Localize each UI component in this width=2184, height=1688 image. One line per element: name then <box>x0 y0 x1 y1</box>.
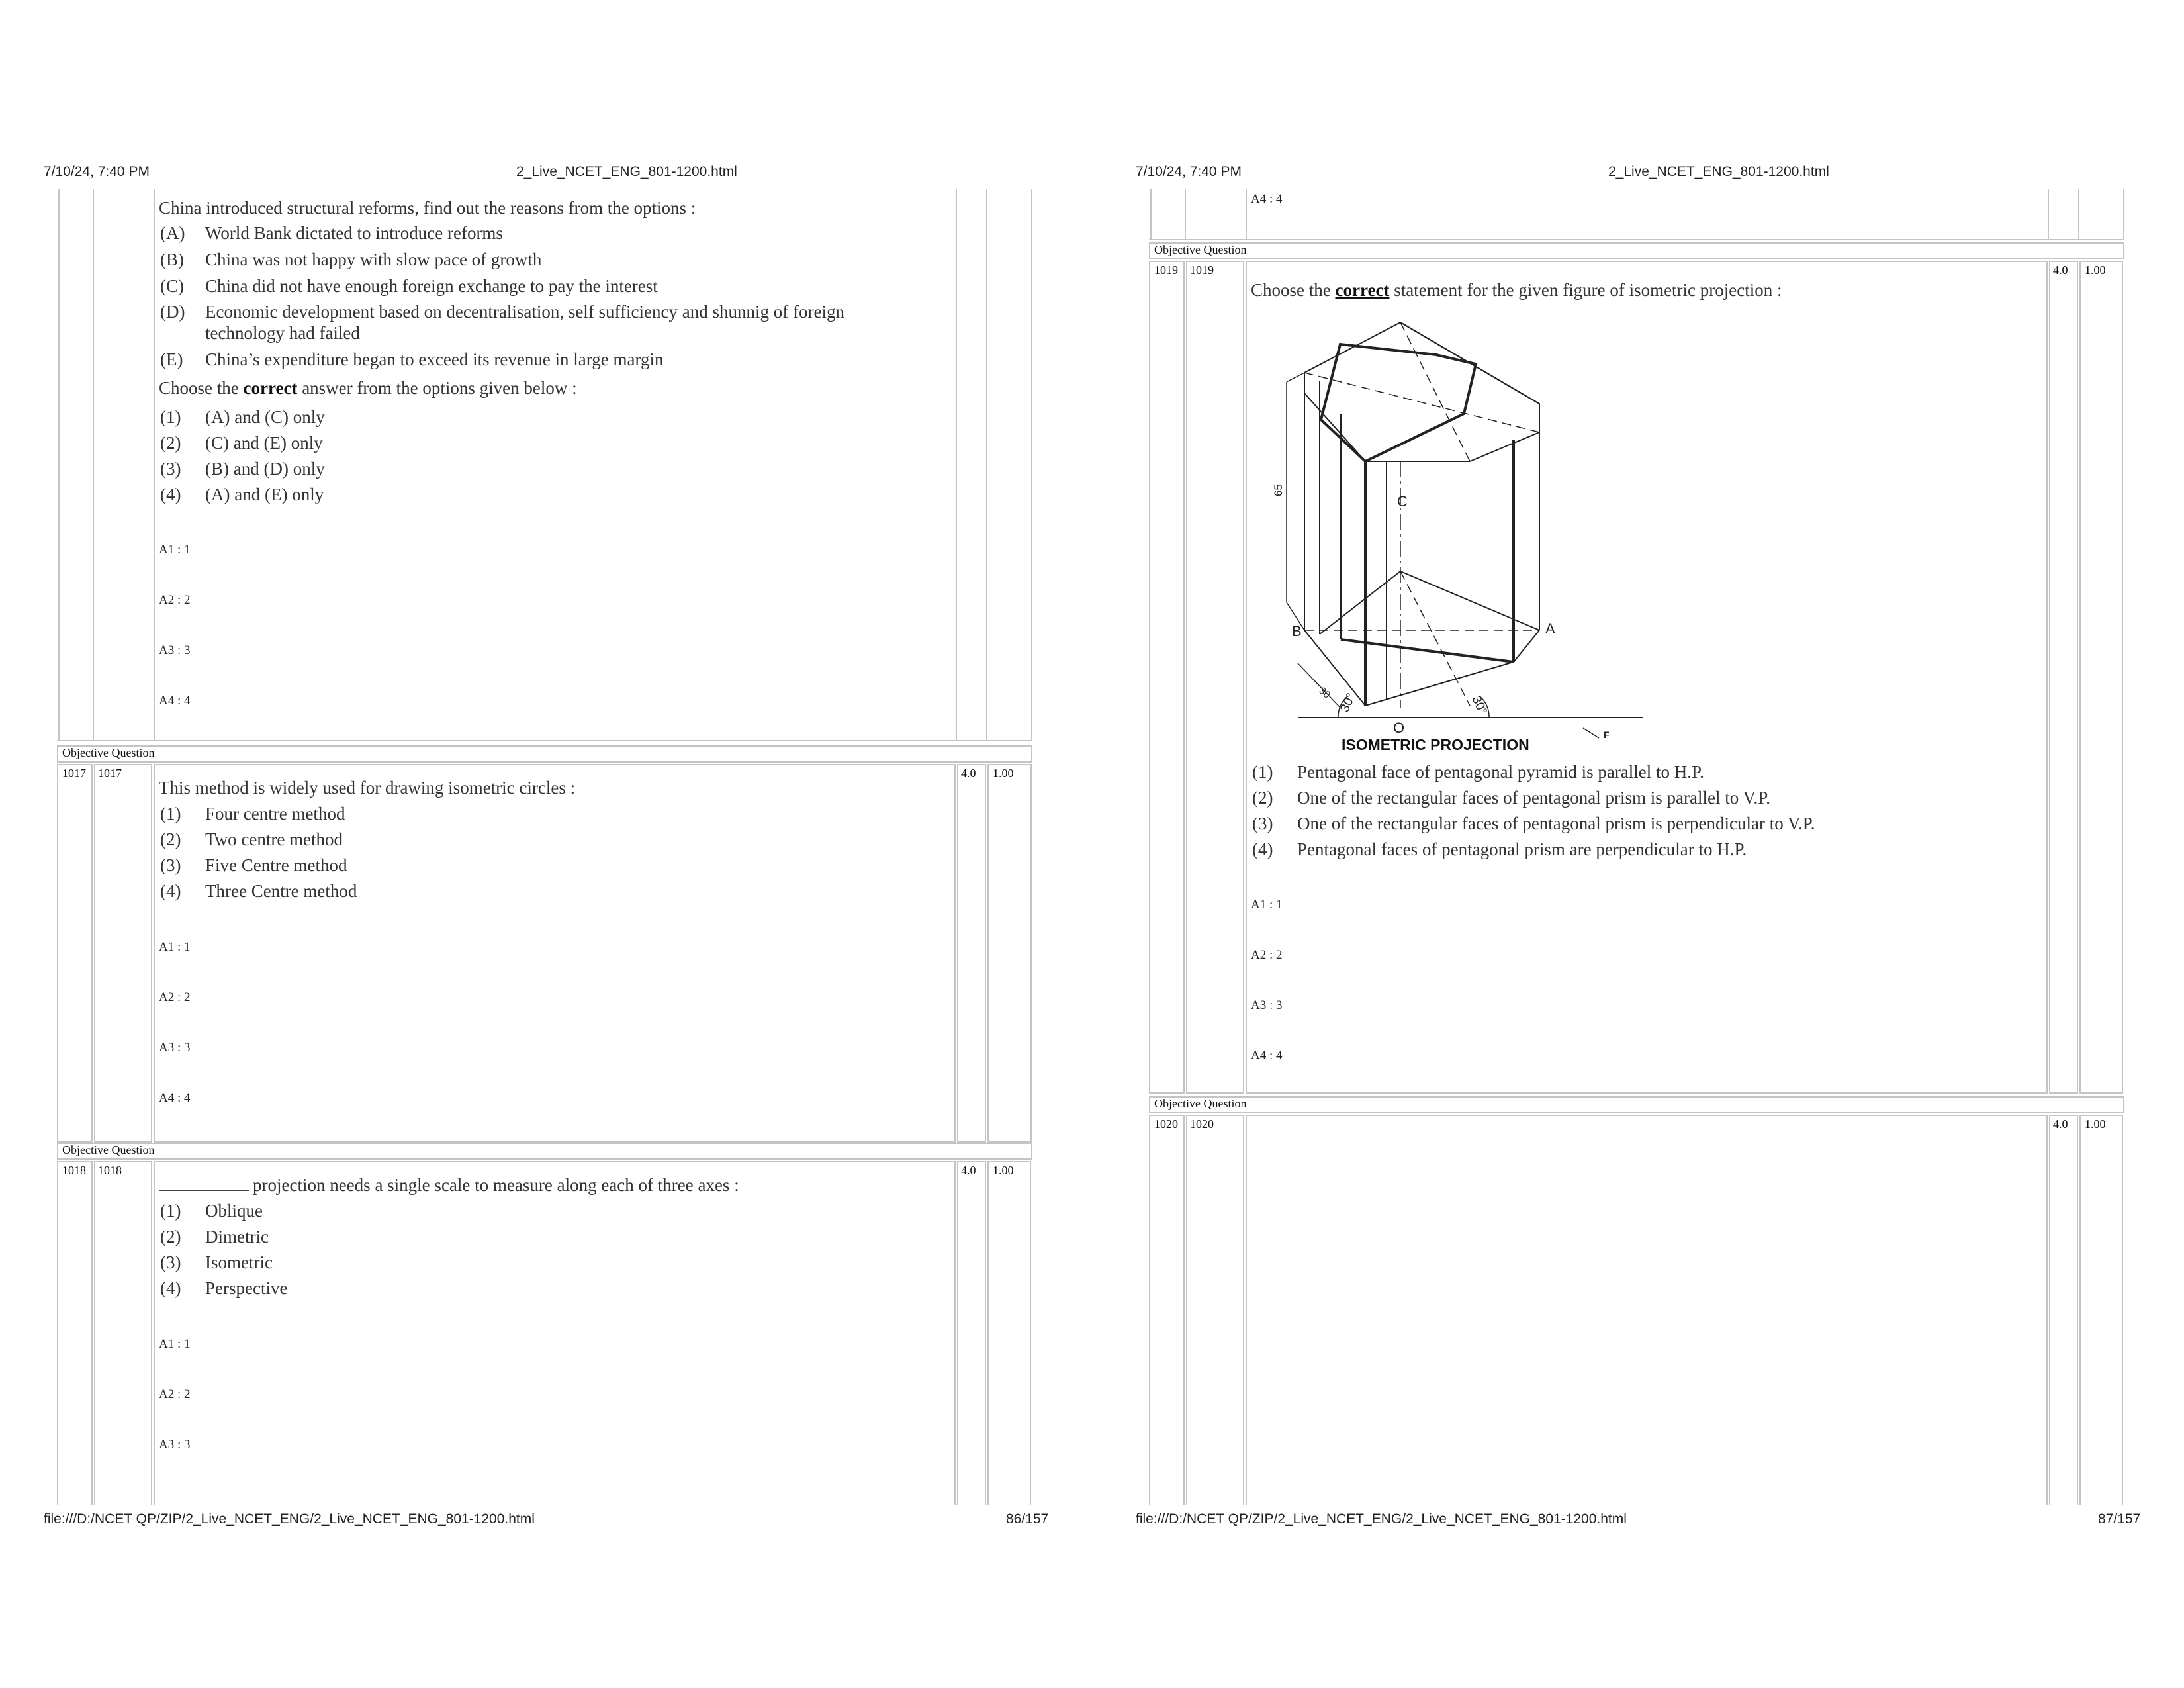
answer-line: A2 : 2 <box>159 990 191 1004</box>
marks: 4.0 <box>2053 263 2068 277</box>
qid-cell <box>1186 1115 1244 1505</box>
left-angle-label: 30° <box>1338 691 1359 715</box>
negative-cell <box>987 1161 1031 1505</box>
label-b: B <box>1292 623 1302 639</box>
header-title: 2_Live_NCET_ENG_801-1200.html <box>516 164 737 179</box>
answer-line: A4 : 4 <box>159 694 191 708</box>
label-c: C <box>1397 493 1408 510</box>
qid-cell <box>94 764 152 1143</box>
serial-number: 1019 <box>1154 263 1178 277</box>
footer-path: file:///D:/NCET QP/ZIP/2_Live_NCET_ENG/2_Live_NCET_ENG_801-1200.html <box>44 1511 535 1526</box>
serial-cell <box>57 764 93 1143</box>
section-label: Objective Question <box>62 746 155 759</box>
qid-cell <box>1186 261 1244 1094</box>
section-label-row <box>1149 242 2124 259</box>
answer-line: A4 : 4 <box>1251 192 1283 206</box>
answer-line: A3 : 3 <box>159 1041 191 1055</box>
answer-line: A3 : 3 <box>1251 998 1283 1012</box>
left-page: 7/10/24, 7:40 PM 2_Live_NCET_ENG_801-1200.html China introduced structural reforms, find out the reasons from the options : (A) World Bank dictated to introduce reforms (B) China was not happy with slow pace of growth (C) China did not have enough foreign exchange to pay the interest (D) Economic development based on decentralisation, self sufficiency and shunnig of foreign technology had failed (E) China’s expenditure began to exceed its revenue in large margin Choose the correct answer from the options given below : (1) (A) and (C) only (2) (C) and (E) only (3) (B) and (D) only (4) (A) and (E) only A1 : 1 A2 : 2 A3 : 3 A4 : 4 Objective Question 1017 1017 4.0 1.00 This method is widely used for drawing isometric circles : (1) Four centre method (2) Two centre method (3) Five Centre method (4) Three Centre method A1 : 1 A2 : 2 A3 : 3 A4 : 4 Objective Question 1018 1018 4.0 1.00 projection needs a single scale to measure along each of three axes : (1) Oblique (2) Dimetric (3) Isometric (4) Perspective A1 : 1 A2 : 2 A3 : 3 file:///D:/NCET QP/ZIP/2_Live_NCET_ENG/2_Live_NCET_ENG_801-1200.html 86/157 <box>44 164 1049 1526</box>
serial-cell <box>57 1161 93 1505</box>
footer-page-number: 86/157 <box>1006 1511 1049 1526</box>
answer-line: A1 : 1 <box>159 1337 191 1351</box>
section-label: Objective Question <box>62 1143 155 1156</box>
section-label-row <box>57 1143 1032 1160</box>
section-label: Objective Question <box>1154 1097 1247 1110</box>
serial-cell <box>1149 1115 1185 1505</box>
question-id: 1020 <box>1190 1117 1214 1131</box>
negative-cell <box>2079 1115 2123 1505</box>
marks: 4.0 <box>2053 1117 2068 1131</box>
pentagon-top-face <box>1321 344 1476 461</box>
header-title: 2_Live_NCET_ENG_801-1200.html <box>1608 164 1829 179</box>
serial-cell <box>1149 261 1185 1094</box>
right-page: 7/10/24, 7:40 PM 2_Live_NCET_ENG_801-1200.html A4 : 4 Objective Question 1019 1019 4.0 1.00 Choose the correct statement for the given figure of isometric projection : 65 30 30° 30° C B A O F ISOMETRIC PROJECTION (1) Pentagonal face of pentagonal pyramid is parallel to H.P. (2) One of the rectangular faces of pentagonal prism is parallel to V.P. (3) One of the rectangular faces of pentagonal prism is perpendicular to V.P. (4) Pentagonal faces of pentagonal prism are perpendicular to H.P. A1 : 1 A2 : 2 A3 : 3 A4 : 4 Objective Question 1020 1020 4.0 1.00 file:///D:/NCET QP/ZIP/2_Live_NCET_ENG/2_Live_NCET_ENG_801-1200.html 87/157 <box>1136 164 2141 1526</box>
question-id: 1018 <box>98 1164 122 1177</box>
negative-marks: 1.00 <box>2085 1117 2106 1131</box>
negative-cell <box>2079 261 2123 1094</box>
answer-line: A1 : 1 <box>1251 898 1283 912</box>
question-text: Choose the correct statement for the given figure of isometric projection : <box>1251 280 1782 300</box>
negative-cell <box>987 764 1031 1143</box>
question-text: China introduced structural reforms, find out the reasons from the options : <box>159 198 696 218</box>
footer-page-number: 87/157 <box>2098 1511 2141 1526</box>
header-date: 7/10/24, 7:40 PM <box>1136 164 1242 179</box>
right-angle-label: 30° <box>1469 694 1490 718</box>
fill-blank <box>159 1190 249 1191</box>
section-label: Objective Question <box>1154 243 1247 256</box>
section-label-row <box>57 745 1032 763</box>
base-dimension <box>1298 663 1341 708</box>
marks: 4.0 <box>961 1164 976 1177</box>
answer-line: A3 : 3 <box>159 1438 191 1452</box>
answer-line: A2 : 2 <box>159 1387 191 1401</box>
marks-cell <box>957 1161 986 1505</box>
negative-marks: 1.00 <box>993 767 1014 780</box>
serial-number: 1017 <box>62 767 86 780</box>
negative-marks: 1.00 <box>2085 263 2106 277</box>
answer-line: A1 : 1 <box>159 940 191 954</box>
answer-line: A4 : 4 <box>1251 1049 1283 1062</box>
label-o: O <box>1393 720 1405 736</box>
question-id: 1019 <box>1190 263 1214 277</box>
answer-line: A2 : 2 <box>1251 948 1283 962</box>
marks-cell <box>2049 261 2078 1094</box>
question-text: projection needs a single scale to measure along each of three axes : <box>159 1173 946 1197</box>
label-a: A <box>1545 620 1555 637</box>
footer-path: file:///D:/NCET QP/ZIP/2_Live_NCET_ENG/2_Live_NCET_ENG_801-1200.html <box>1136 1511 1627 1526</box>
marks-cell <box>957 764 986 1143</box>
isometric-projection-figure <box>1272 311 1648 755</box>
figure-caption: ISOMETRIC PROJECTION <box>1342 736 1529 753</box>
marks-cell <box>2049 1115 2078 1505</box>
marks: 4.0 <box>961 767 976 780</box>
answer-line: A2 : 2 <box>159 593 191 607</box>
answer-line: A4 : 4 <box>159 1091 191 1105</box>
qid-cell <box>94 1161 152 1505</box>
height-dimension-label: 65 <box>1272 484 1285 496</box>
label-f: F <box>1604 729 1610 740</box>
negative-marks: 1.00 <box>993 1164 1014 1177</box>
base-dimension-label: 30 <box>1316 685 1333 701</box>
section-label-row <box>1149 1096 2124 1113</box>
f-pointer <box>1583 728 1599 738</box>
question-id: 1017 <box>98 767 122 780</box>
serial-number: 1020 <box>1154 1117 1178 1131</box>
header-date: 7/10/24, 7:40 PM <box>44 164 150 179</box>
answer-line: A1 : 1 <box>159 543 191 557</box>
question-text: This method is widely used for drawing isometric circles : <box>159 778 576 798</box>
serial-number: 1018 <box>62 1164 86 1177</box>
answer-line: A3 : 3 <box>159 643 191 657</box>
choose-instruction: Choose the correct answer from the options given below : <box>159 378 577 398</box>
question-cell <box>1246 1115 2048 1505</box>
question-cell <box>154 1161 956 1505</box>
